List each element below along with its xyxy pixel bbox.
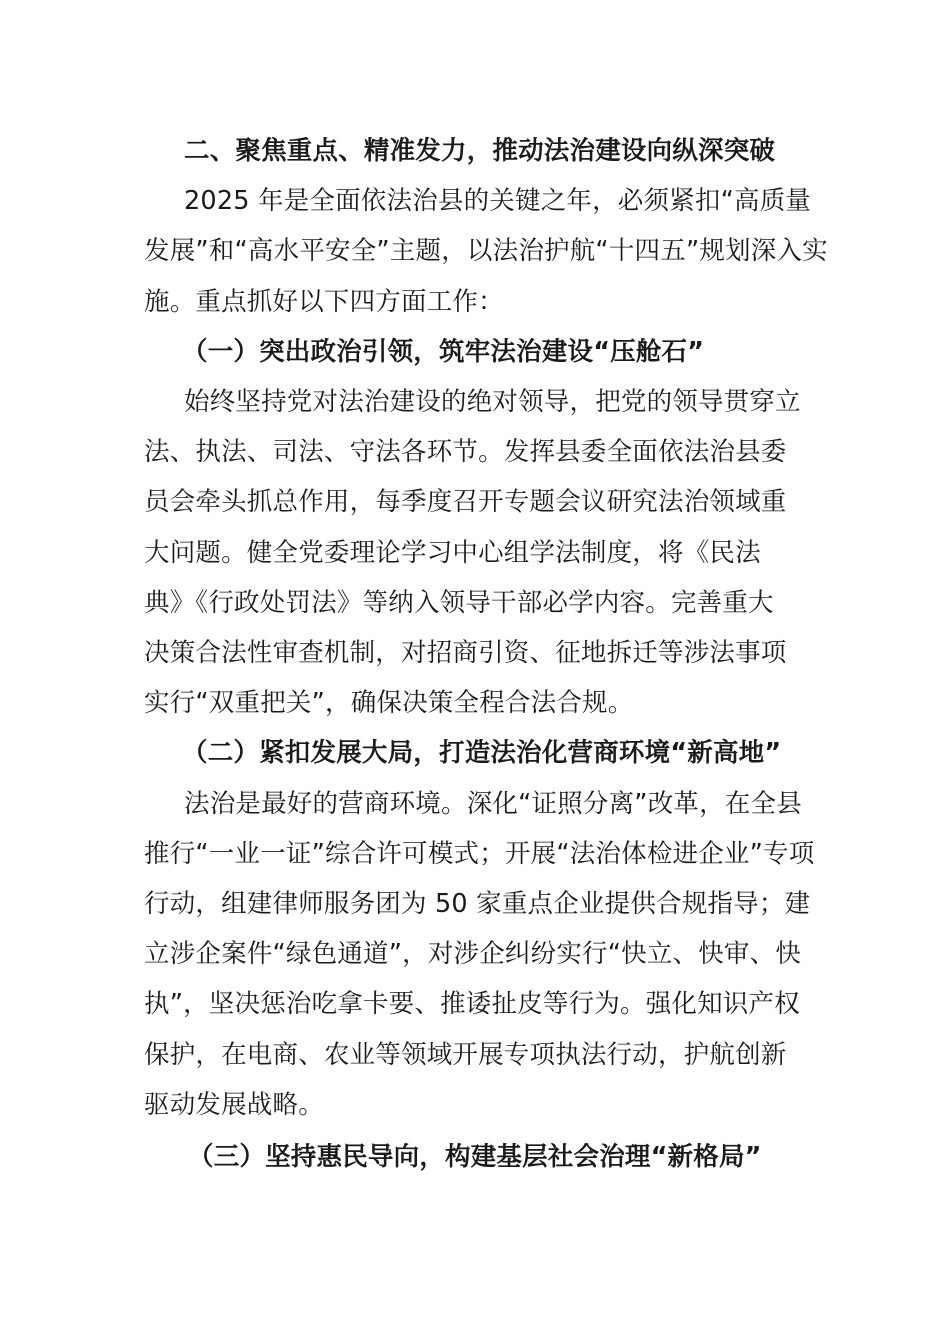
document-body xyxy=(144,126,828,1182)
sub1-line-4: 大问题。健全党委理论学习中心组学法制度，将《民法 xyxy=(144,537,761,568)
intro-line-2: 发展”和“高水平安全”主题，以法治护航“十四五”规划深入实 xyxy=(144,236,828,267)
subsection-heading-3: （三）坚持惠民导向，构建基层社会治理“新格局” xyxy=(188,1142,762,1173)
sub2-line-1: 法治是最好的营商环境。深化“证照分离”改革，在全县 xyxy=(184,788,802,819)
sub1-line-3: 员会牵头抓总作用，每季度召开专题会议研究法治领域重 xyxy=(144,487,787,518)
sub2-line-4: 立涉企案件“绿色通道”，对涉企纠纷实行“快立、快审、快 xyxy=(144,939,802,970)
sub1-line-6: 决策合法性审查机制，对招商引资、征地拆迁等涉法事项 xyxy=(144,638,787,669)
sub1-line-7: 实行“双重把关”，确保决策全程合法合规。 xyxy=(144,688,634,719)
sub1-line-1: 始终坚持党对法治建设的绝对领导，把党的领导贯穿立 xyxy=(184,387,801,418)
sub2-line-5: 执”，坚决惩治吃拿卡要、推诿扯皮等行为。强化知识产权 xyxy=(144,989,800,1020)
sub2-line-6: 保护，在电商、农业等领域开展专项执法行动，护航创新 xyxy=(144,1039,787,1070)
subsection-heading-1: （一）突出政治引领，筑牢法治建设“压舱石” xyxy=(182,336,705,367)
sub1-line-5: 典》《行政处罚法》等纳入领导干部必学内容。完善重大 xyxy=(144,587,774,618)
intro-line-1: 2025 年是全面依法治县的关键之年，必须紧扣“高质量 xyxy=(184,186,812,217)
sub1-line-2: 法、执法、司法、守法各环节。发挥县委全面依法治县委 xyxy=(144,437,787,468)
section-heading: 二、聚焦重点、精准发力，推动法治建设向纵深突破 xyxy=(184,136,776,166)
sub2-line-7: 驱动发展战略。 xyxy=(144,1089,324,1120)
subsection-heading-2: （二）紧扣发展大局，打造法治化营商环境“新高地” xyxy=(182,738,782,769)
sub2-line-3: 行动，组建律师服务团为 50 家重点企业提供合规指导；建 xyxy=(144,889,811,920)
intro-line-3: 施。重点抓好以下四方面工作： xyxy=(144,286,504,317)
sub2-line-2: 推行“一业一证”综合许可模式；开展“法治体检进企业”专项 xyxy=(144,838,815,869)
